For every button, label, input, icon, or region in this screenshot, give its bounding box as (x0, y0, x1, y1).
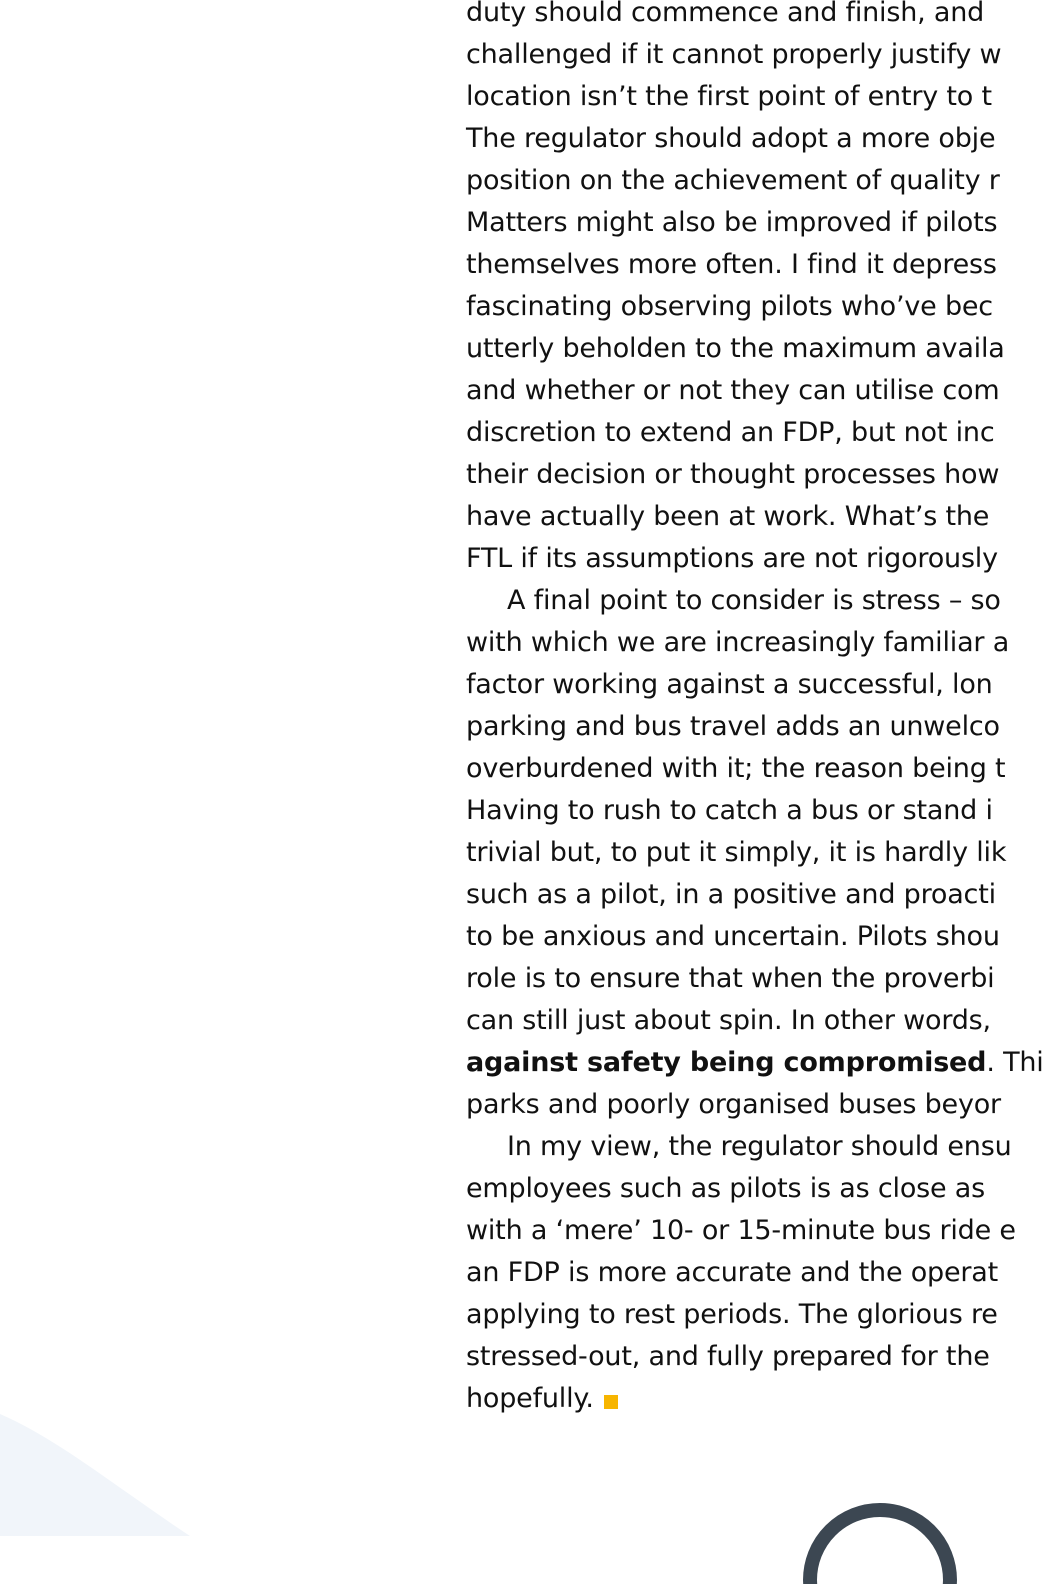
line-text: location isn’t the first point of entry to t (466, 81, 992, 112)
text-line (466, 202, 1026, 244)
line-text: factor working against a successful, lon (466, 669, 993, 700)
line-text: Having to rush to catch a bus or stand i (466, 795, 993, 826)
line-text: overburdened with it; the reason being t (466, 753, 1006, 784)
bold-emphasis: against safety being compromised (466, 1047, 987, 1078)
text-line (466, 0, 1026, 34)
line-text: hopefully. (466, 1383, 594, 1414)
line-text: an FDP is more accurate and the operat (466, 1257, 999, 1288)
text-line (466, 1378, 1026, 1420)
text-line (466, 286, 1026, 328)
line-text: utterly beholden to the maximum availa (466, 333, 1005, 364)
text-line (466, 160, 1026, 202)
line-text: parks and poorly organised buses beyor (466, 1089, 1001, 1120)
article-paragraph (466, 0, 1026, 580)
line-text: position on the achievement of quality r (466, 165, 1000, 196)
article-body (466, 0, 1044, 1432)
line-text: The regulator should adopt a more obje (466, 123, 996, 154)
text-line (466, 76, 1026, 118)
article-paragraph (466, 580, 1044, 1126)
text-line (466, 1294, 1026, 1336)
text-line (466, 958, 1026, 1000)
line-text: Matters might also be improved if pilots (466, 207, 998, 238)
text-line (466, 1210, 1026, 1252)
line-text: to be anxious and uncertain. Pilots shou (466, 921, 1000, 952)
line-text: such as a pilot, in a positive and proacti (466, 879, 996, 910)
line-text: have actually been at work. What’s the (466, 501, 990, 532)
text-line (466, 244, 1026, 286)
line-text: themselves more often. I find it depress (466, 249, 997, 280)
line-text: A final point to consider is stress – so (507, 585, 1001, 616)
text-line (466, 1168, 1026, 1210)
line-text: employees such as pilots is as close as (466, 1173, 986, 1204)
text-line (466, 832, 1026, 874)
text-line (466, 874, 1026, 916)
text-line (466, 580, 1026, 622)
end-of-article-square-icon (604, 1395, 618, 1409)
text-line (466, 1336, 1026, 1378)
text-line (466, 496, 1026, 538)
line-text: In my view, the regulator should ensu (507, 1131, 1012, 1162)
text-line (466, 412, 1026, 454)
text-line (466, 1126, 1026, 1168)
line-text: fascinating observing pilots who’ve bec (466, 291, 993, 322)
line-text: applying to rest periods. The glorious re (466, 1299, 998, 1330)
line-text: their decision or thought processes how (466, 459, 1000, 490)
text-line (466, 118, 1026, 160)
line-text: can still just about spin. In other words, (466, 1005, 991, 1036)
article-paragraph (466, 1126, 1026, 1420)
text-line (466, 790, 1026, 832)
line-text: with which we are increasingly familiar a (466, 627, 1010, 658)
text-line (466, 622, 1026, 664)
line-text: challenged if it cannot properly justify w (466, 39, 1002, 70)
line-text: stressed-out, and fully prepared for the (466, 1341, 990, 1372)
line-text: and whether or not they can utilise com (466, 375, 1000, 406)
text-line (466, 538, 1026, 580)
text-line (466, 748, 1026, 790)
text-line (466, 1000, 1026, 1042)
line-text: with a ‘mere’ 10- or 15-minute bus ride e (466, 1215, 1016, 1246)
text-line (466, 1252, 1026, 1294)
text-line (466, 916, 1026, 958)
text-line (466, 1042, 1044, 1084)
line-text: role is to ensure that when the proverbi (466, 963, 995, 994)
line-text: duty should commence and finish, and (466, 0, 985, 28)
text-line (466, 454, 1026, 496)
text-line (466, 370, 1026, 412)
line-text: trivial but, to put it simply, it is hardly lik (466, 837, 1007, 868)
line-text: FTL if its assumptions are not rigorously (466, 543, 998, 574)
line-text: . Thi (986, 1047, 1044, 1078)
line-text: discretion to extend an FDP, but not inc (466, 417, 995, 448)
text-line (466, 664, 1026, 706)
logo-ring-icon (790, 1500, 970, 1536)
text-line (466, 34, 1026, 76)
text-line (466, 328, 1026, 370)
line-text: parking and bus travel adds an unwelco (466, 711, 1000, 742)
text-line (466, 1084, 1026, 1126)
text-line (466, 706, 1026, 748)
